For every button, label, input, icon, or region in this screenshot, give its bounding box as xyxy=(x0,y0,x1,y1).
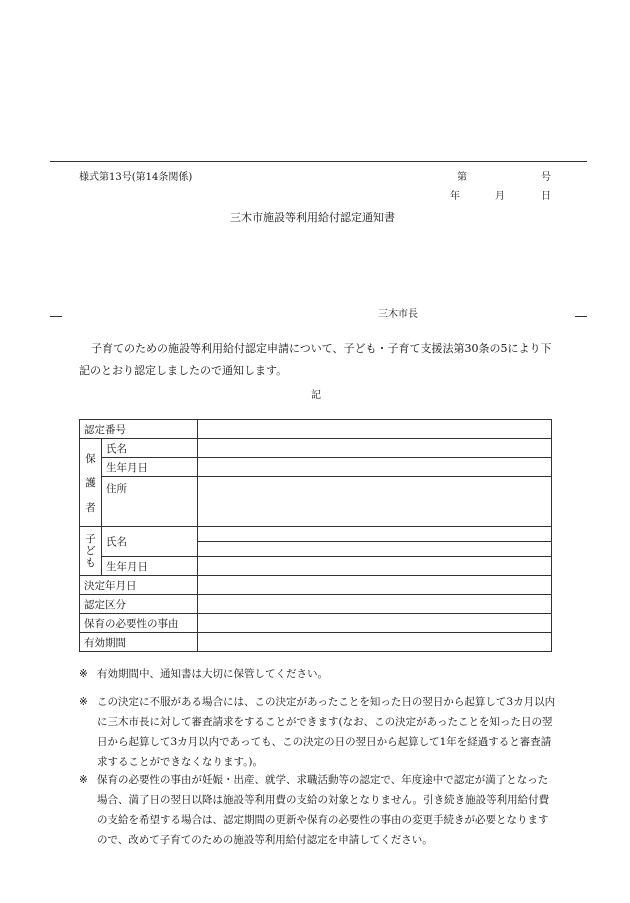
note-2-mark: ※ xyxy=(79,696,88,708)
row-nintei-bango xyxy=(80,420,552,439)
row-hoiku-jiyu xyxy=(80,614,552,633)
header-rule xyxy=(50,161,587,162)
value-nintei-kubun xyxy=(198,595,552,614)
value-hogosha-shimei xyxy=(198,439,552,458)
label-kodomo-seinengappi: 生年月日 xyxy=(102,557,198,576)
date-label-month: 月 xyxy=(495,191,505,202)
label-nintei-bango: 認定番号 xyxy=(80,420,198,439)
note-2-text: この決定に不服がある場合には、この決定があったことを知った日の翌日から起算して3カ月以内に三木市長に対して審査請求をすることができます(なお、この決定があったことを知った日の翌日から起算して3カ月以内であっても、この決定の日の翌日から起算して1年を経過すると審査請求することができなくなります。)。 xyxy=(97,696,556,768)
body-paragraph: 子育てのための施設等利用給付認定申請について、子ども・子育て支援法第30条の5により下記のとおり認定しましたので通知します。 xyxy=(79,342,552,377)
kodomo-char-1: 子 xyxy=(85,533,96,545)
value-kodomo-shimei-2 xyxy=(198,542,552,557)
ki-label: 記 xyxy=(311,390,321,401)
value-hoiku-jiyu xyxy=(198,614,552,633)
value-kodomo-shimei-1 xyxy=(198,527,552,542)
note-3 xyxy=(79,770,557,850)
label-hogosha-seinengappi: 生年月日 xyxy=(102,458,198,477)
value-kodomo-seinengappi xyxy=(198,557,552,576)
label-hoiku-jiyu: 保育の必要性の事由 xyxy=(80,614,198,633)
note-1 xyxy=(79,664,557,684)
label-kettei-nengappi: 決定年月日 xyxy=(80,576,198,595)
hogosha-char-1: 保 xyxy=(85,452,96,465)
label-nintei-kubun: 認定区分 xyxy=(80,595,198,614)
note-1-text: 有効期間中、通知書は大切に保管してください。 xyxy=(97,668,328,680)
note-2 xyxy=(79,692,557,772)
note-3-mark: ※ xyxy=(79,774,88,786)
row-kodomo-seinengappi xyxy=(80,557,552,576)
note-3-text: 保育の必要性の事由が妊娠・出産、就学、求職活動等の認定で、年度途中で認定が満了となった場合、満了日の翌日以降は施設等利用費の支給の対象となりません。引き続き施設等利用給付費の支給を希望する場合は、認定期間の更新や保育の必要性の事由の変更手続きが必要となりますので、改めて子育てのための施設等利用給付認定を申請してください。 xyxy=(97,774,550,846)
number-label-go: 号 xyxy=(541,172,551,183)
value-hogosha-jusho xyxy=(198,477,552,527)
hogosha-char-3: 者 xyxy=(85,501,96,514)
note-1-mark: ※ xyxy=(79,668,88,680)
date-label-day: 日 xyxy=(541,191,551,202)
row-yuko-kikan xyxy=(80,633,552,652)
label-hogosha-jusho: 住所 xyxy=(102,477,198,527)
right-dash xyxy=(575,316,587,317)
hogosha-char-2: 護 xyxy=(85,477,96,489)
label-hogosha-shimei: 氏名 xyxy=(102,439,198,458)
value-yuko-kikan xyxy=(198,633,552,652)
label-hogosha xyxy=(80,439,102,527)
label-kodomo xyxy=(80,527,102,576)
left-dash xyxy=(50,316,62,317)
row-hogosha-jusho xyxy=(80,477,552,527)
value-kettei-nengappi xyxy=(198,576,552,595)
number-label-dai: 第 xyxy=(457,172,467,183)
label-kodomo-shimei: 氏名 xyxy=(102,527,198,557)
row-kodomo-shimei-a xyxy=(80,527,552,542)
form-number: 様式第13号(第14条関係) xyxy=(79,172,193,183)
issuer-name: 三木市長 xyxy=(378,309,418,320)
label-yuko-kikan: 有効期間 xyxy=(80,633,198,652)
value-nintei-bango xyxy=(198,420,552,439)
row-hogosha-shimei xyxy=(80,439,552,458)
date-label-year: 年 xyxy=(450,191,460,202)
row-hogosha-seinengappi xyxy=(80,458,552,477)
document-title: 三木市施設等利用給付認定通知書 xyxy=(230,211,395,224)
row-kettei-nengappi xyxy=(80,576,552,595)
kodomo-char-3: も xyxy=(85,557,96,569)
row-nintei-kubun xyxy=(80,595,552,614)
kodomo-char-2: ど xyxy=(85,545,96,557)
value-hogosha-seinengappi xyxy=(198,458,552,477)
certification-table xyxy=(79,419,552,652)
